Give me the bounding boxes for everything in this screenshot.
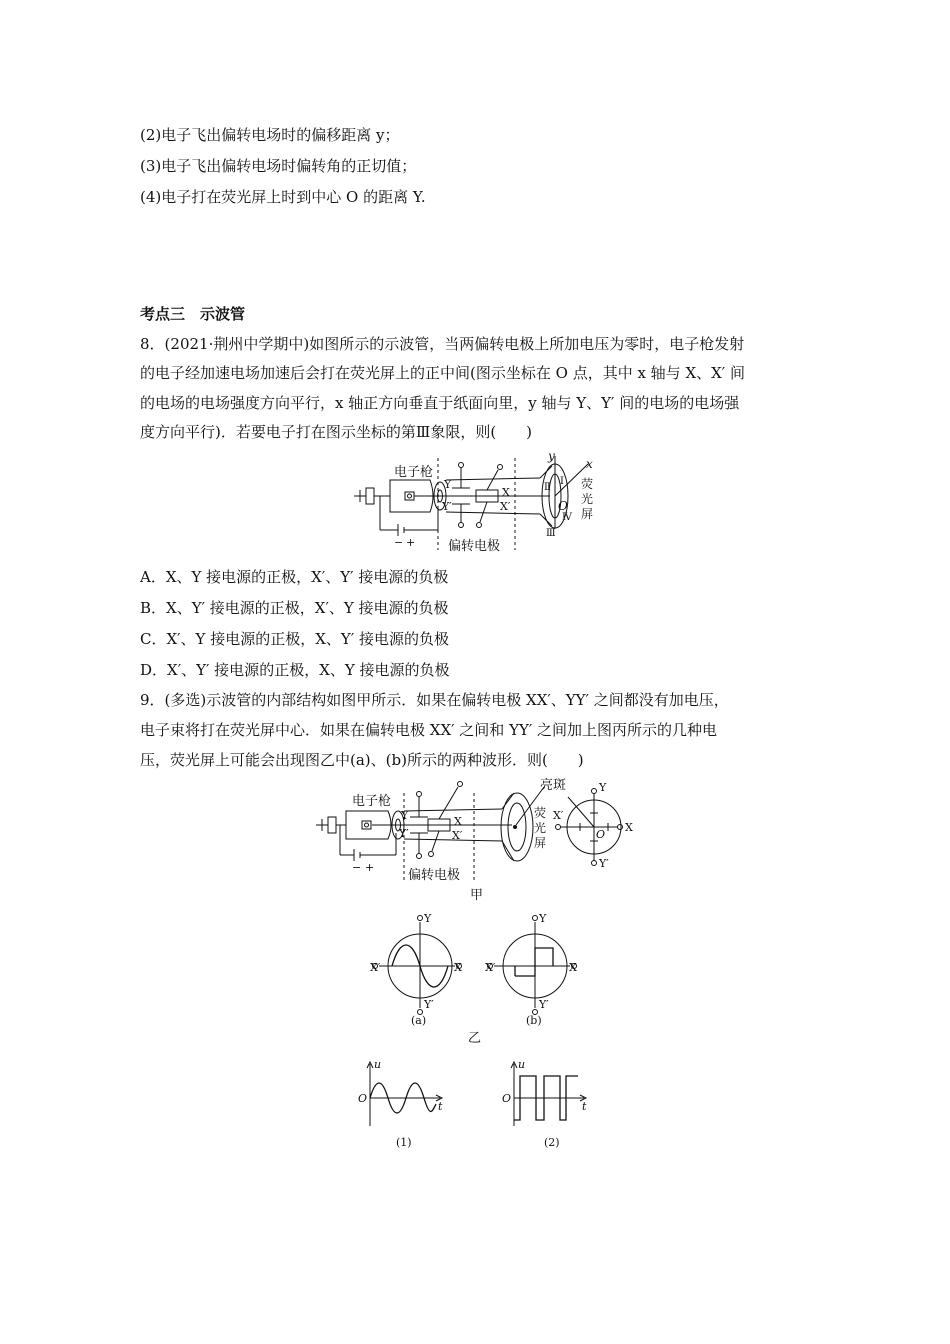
q9-b-X-prime: X′ xyxy=(485,961,496,974)
q8-x-axis: x xyxy=(586,457,593,471)
q9-screen-X: X xyxy=(625,821,633,834)
q9-a-X-prime: X′ xyxy=(370,961,381,974)
sub-question-2: (2)电子飞出偏转电场时的偏移距离 y； xyxy=(140,126,400,144)
q8-line-1: 8．(2021·荆州中学期中)如图所示的示波管，当两偏转电极上所加电压为零时，电子枪发射 xyxy=(140,335,745,353)
q9-label-Y: Y xyxy=(401,809,409,822)
sub-question-3: (3)电子飞出偏转电场时偏转角的正切值； xyxy=(140,157,417,175)
q8-screen-label-3: 屏 xyxy=(581,507,594,521)
q8-screen-label-1: 荧 xyxy=(581,477,594,491)
q9-caption-jia: 甲 xyxy=(470,888,484,903)
q8-line-3: 的电场的电场强度方向平行，x 轴正方向垂直于纸面向里，y 轴与 Y、Y′ 间的电场的电场强 xyxy=(140,394,740,412)
q9-figure-jia xyxy=(312,775,642,905)
q8-quadrant-2: Ⅱ xyxy=(544,482,551,493)
section-title: 考点三 示波管 xyxy=(140,305,246,323)
q9-label-X-prime: X′ xyxy=(452,829,463,842)
q9-screen-Y: Y xyxy=(599,781,607,794)
q8-option-c[interactable]: C．X′、Y 接电源的正极，X、Y′ 接电源的负极 xyxy=(140,630,449,648)
q8-gun-label: 电子枪 xyxy=(394,465,434,480)
q9-bing-u-2: u xyxy=(518,1058,526,1071)
q8-quadrant-4: Ⅳ xyxy=(562,512,572,523)
q9-label-X: X xyxy=(454,815,462,828)
q8-label-Y: Y xyxy=(444,478,452,491)
q9-a-X: X xyxy=(454,961,462,974)
q9-bing-u-1: u xyxy=(374,1058,382,1071)
q8-oscilloscope-figure xyxy=(350,450,610,555)
q8-label-Y-prime: Y′ xyxy=(442,500,452,513)
q8-plus: + xyxy=(406,536,416,549)
q8-option-a[interactable]: A．X、Y 接电源的正极，X′、Y′ 接电源的负极 xyxy=(140,568,449,586)
q9-bing-O-2: O xyxy=(502,1092,512,1105)
q8-option-d[interactable]: D．X′、Y′ 接电源的正极，X、Y 接电源的负极 xyxy=(140,661,450,679)
q9-gun-label: 电子枪 xyxy=(352,794,392,809)
q8-label-O: O xyxy=(558,499,568,513)
q9-screen-X-prime: X′ xyxy=(553,809,564,822)
q9-bing-caption-2: (2) xyxy=(544,1136,560,1149)
q9-screen-label-3: 屏 xyxy=(534,836,547,850)
sub-question-4: (4)电子打在荧光屏上时到中心 O 的距离 Y. xyxy=(140,188,426,206)
q9-b-X: X xyxy=(569,961,577,974)
q9-b-Y: Y xyxy=(539,912,547,925)
q9-caption-b: (b) xyxy=(526,1014,542,1027)
q9-screen-label-1: 荧 xyxy=(534,806,547,820)
q9-screen-Y-prime: Y′ xyxy=(599,857,609,870)
q9-screen-O: O xyxy=(596,828,606,841)
q9-caption-yi: 乙 xyxy=(468,1031,482,1043)
q9-line-1: 9．(多选)示波管的内部结构如图甲所示．如果在偏转电极 XX′、YY′ 之间都没有加电压， xyxy=(140,691,729,709)
q8-minus: − xyxy=(394,536,404,549)
q8-y-axis: y xyxy=(548,450,555,463)
q9-label-Y-prime: Y′ xyxy=(399,827,409,840)
q8-option-b[interactable]: B．X、Y′ 接电源的正极，X′、Y 接电源的负极 xyxy=(140,599,449,617)
q8-electrode-label: 偏转电极 xyxy=(448,539,501,554)
q8-quadrant-1: Ⅰ xyxy=(560,476,564,487)
q8-screen-label-2: 光 xyxy=(581,492,594,506)
q9-a-Y-prime: Y′ xyxy=(424,998,434,1011)
q9-line-2: 电子束将打在荧光屏中心．如果在偏转电极 XX′ 之间和 YY′ 之间加上图丙所示的几种电 xyxy=(140,721,718,739)
q9-a-Y: Y xyxy=(424,912,432,925)
q9-caption-a: (a) xyxy=(411,1014,427,1027)
q9-screen-label-2: 光 xyxy=(534,821,547,835)
q9-plus: + xyxy=(365,861,375,874)
q9-bing-caption-1: (1) xyxy=(396,1136,412,1149)
q8-quadrant-3: Ⅲ xyxy=(546,528,556,539)
q8-label-X: X xyxy=(502,486,510,499)
q8-line-4: 度方向平行)．若要电子打在图示坐标的第Ⅲ象限，则( ) xyxy=(140,423,533,441)
q9-figure-bing xyxy=(352,1058,592,1153)
q9-minus: − xyxy=(352,861,362,874)
q9-b-Y-prime: Y′ xyxy=(539,998,549,1011)
q8-label-X-prime: X′ xyxy=(500,500,511,513)
q9-line-3: 压，荧光屏上可能会出现图乙中(a)、(b)所示的两种波形．则( ) xyxy=(140,751,584,769)
q9-bing-t-1: t xyxy=(438,1100,443,1113)
q9-figure-yi xyxy=(365,908,590,1043)
q9-spot-label: 亮斑 xyxy=(540,778,567,793)
q8-line-2: 的电子经加速电场加速后会打在荧光屏上的正中间(图示坐标在 O 点，其中 x 轴与 X、X′ 间 xyxy=(140,364,745,382)
q9-bing-O-1: O xyxy=(358,1092,368,1105)
q9-bing-t-2: t xyxy=(582,1100,587,1113)
q9-electrode-label: 偏转电极 xyxy=(408,868,461,883)
